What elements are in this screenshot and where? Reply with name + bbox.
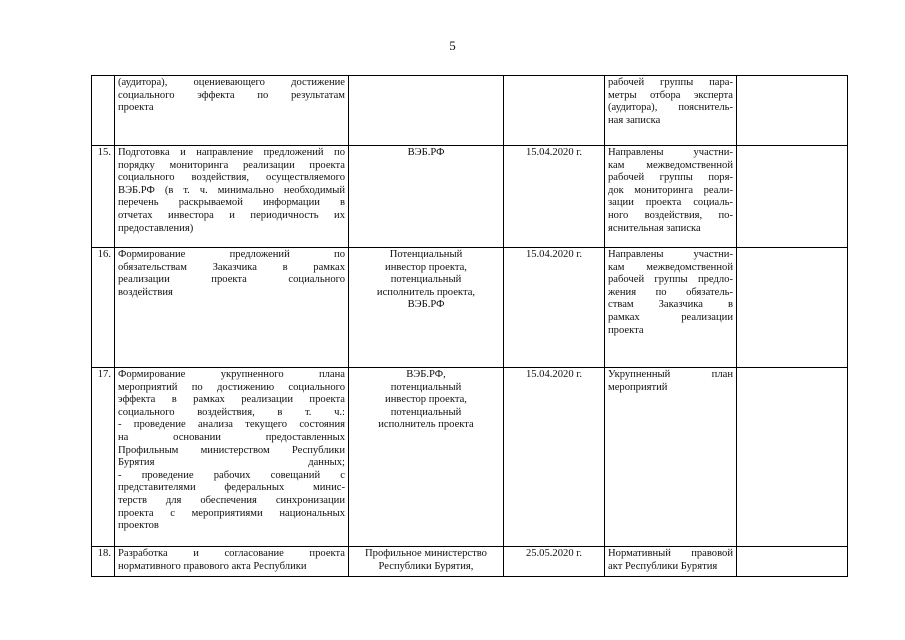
task-cell-line: Бурятия данных;	[118, 457, 345, 469]
deadline-cell	[504, 76, 605, 146]
result-cell-line: жения по обязатель-	[608, 286, 733, 298]
task-cell	[115, 547, 349, 577]
task-cell-line: социального воздействия, осуществляемого	[118, 172, 345, 184]
responsible-cell	[349, 76, 504, 146]
table-row	[92, 368, 848, 547]
task-cell-line: отчетах инвестора и периодичность их	[118, 209, 345, 221]
task-cell-line: представителями федеральных минис-	[118, 482, 345, 494]
task-cell	[115, 76, 349, 146]
responsible-cell-line: потенциальный	[390, 406, 462, 418]
note-cell	[737, 146, 848, 248]
deadline-cell: 25.05.2020 г.	[504, 547, 605, 577]
row-number: 16.	[92, 248, 115, 368]
responsible-cell-line: инвестор проекта,	[385, 261, 467, 273]
responsible-cell	[349, 368, 504, 547]
result-cell	[605, 368, 737, 547]
task-cell-line: эффекта в рамках реализации проекта	[118, 394, 345, 406]
task-cell-line: - проведение анализа текущего состояния	[118, 419, 345, 431]
responsible-cell	[349, 146, 504, 248]
responsible-cell-line: исполнитель проекта	[378, 419, 474, 431]
task-cell-line: Формирование предложений по	[118, 249, 345, 260]
task-cell-line: предоставления)	[118, 222, 194, 234]
task-cell-line: перечень раскрываемой информации в	[118, 197, 345, 209]
responsible-cell-line: Потенциальный	[389, 249, 463, 260]
row-number	[92, 76, 115, 146]
task-cell-line: социального воздействия, в т. ч.:	[118, 406, 345, 418]
result-cell-line: Укрупненный план	[608, 369, 733, 380]
result-cell	[605, 248, 737, 368]
row-number: 18.	[92, 547, 115, 577]
responsible-cell	[349, 248, 504, 368]
task-cell-line: Разработка и согласование проекта	[118, 548, 345, 559]
task-cell-line: проекта	[118, 102, 154, 114]
result-cell-line: ствам Заказчика в	[608, 299, 733, 311]
table-row	[92, 76, 848, 146]
task-cell-line: обязательствам Заказчика в рамках	[118, 261, 345, 273]
responsible-cell-line: Республики Бурятия,	[378, 560, 474, 572]
note-cell	[737, 547, 848, 577]
result-cell-line: зации проекта социаль-	[608, 197, 733, 209]
task-cell-line: Профильным министерством Республики	[118, 444, 345, 456]
result-cell-line: док мониторинга реали-	[608, 184, 733, 196]
result-cell	[605, 76, 737, 146]
result-cell-line: рабочей группы пара-	[608, 77, 733, 88]
plan-table	[91, 75, 848, 577]
page-number: 5	[449, 38, 456, 53]
result-cell-line: ного воздействия, по-	[608, 209, 733, 221]
result-cell-line: ная записка	[608, 114, 661, 126]
task-cell-line: социального эффекта по результатам	[118, 89, 345, 101]
result-cell-line: акт Республики Бурятия	[608, 560, 718, 572]
task-cell-line: на основании предоставленных	[118, 431, 345, 443]
deadline-cell: 15.04.2020 г.	[504, 248, 605, 368]
table-row	[92, 248, 848, 368]
task-cell-line: - проведение рабочих совещаний с	[118, 469, 345, 481]
responsible-cell-line: ВЭБ.РФ	[407, 147, 445, 158]
result-cell-line: Нормативный правовой	[608, 548, 733, 559]
task-cell-line: Формирование укрупненного плана	[118, 369, 345, 380]
task-cell-line: терств для обеспечения синхронизации	[118, 494, 345, 506]
table-row	[92, 547, 848, 577]
responsible-cell-line: инвестор проекта,	[385, 394, 467, 406]
result-cell-line: яснительная записка	[608, 222, 701, 234]
row-number: 17.	[92, 368, 115, 547]
result-cell	[605, 547, 737, 577]
note-cell	[737, 248, 848, 368]
note-cell	[737, 76, 848, 146]
task-cell-line: (аудитора), оцениевающего достижение	[118, 77, 345, 88]
table-row	[92, 146, 848, 248]
task-cell-line: ВЭБ.РФ (в т. ч. минимально необходимый	[118, 184, 345, 196]
task-cell-line: мероприятий по достижению социального	[118, 381, 345, 393]
task-cell	[115, 146, 349, 248]
result-cell-line: рабочей группы предло-	[608, 274, 733, 286]
result-cell-line: рабочей группы поря-	[608, 172, 733, 184]
responsible-cell-line: Профильное министерство	[365, 548, 487, 559]
result-cell	[605, 146, 737, 248]
result-cell-line: Направлены участни-	[608, 147, 733, 158]
deadline-cell: 15.04.2020 г.	[504, 146, 605, 248]
task-cell	[115, 248, 349, 368]
responsible-cell	[349, 547, 504, 577]
responsible-cell-line: потенциальный	[390, 274, 462, 286]
result-cell-line: Направлены участни-	[608, 249, 733, 260]
responsible-cell-line: ВЭБ.РФ	[407, 299, 445, 311]
note-cell	[737, 368, 848, 547]
task-cell-line: проекта с мероприятиями национальных	[118, 507, 345, 519]
task-cell-line: нормативного правового акта Республики	[118, 560, 307, 572]
result-cell-line: рамках реализации	[608, 311, 733, 323]
task-cell	[115, 368, 349, 547]
result-cell-line: (аудитора), пояснитель-	[608, 102, 733, 114]
row-number: 15.	[92, 146, 115, 248]
responsible-cell-line: потенциальный	[390, 381, 462, 393]
task-cell-line: воздействия	[118, 286, 173, 298]
result-cell-line: кам межведомственной	[608, 159, 733, 171]
task-cell-line: Подготовка и направление предложений по	[118, 147, 345, 158]
result-cell-line: кам межведомственной	[608, 261, 733, 273]
deadline-cell: 15.04.2020 г.	[504, 368, 605, 547]
task-cell-line: порядку мониторинга реализации проекта	[118, 159, 345, 171]
task-cell-line: реализации проекта социального	[118, 274, 345, 286]
result-cell-line: метры отбора эксперта	[608, 89, 733, 101]
result-cell-line: мероприятий	[608, 381, 668, 393]
result-cell-line: проекта	[608, 324, 644, 336]
responsible-cell-line: исполнитель проекта,	[376, 286, 476, 298]
responsible-cell-line: ВЭБ.РФ,	[406, 369, 446, 380]
task-cell-line: проектов	[118, 520, 159, 532]
